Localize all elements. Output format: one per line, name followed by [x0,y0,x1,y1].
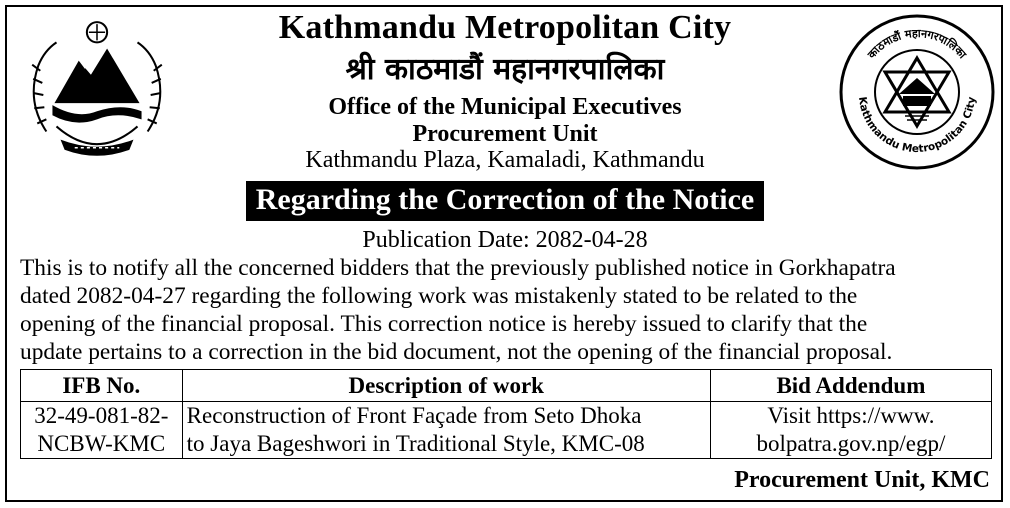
unit-name: Procurement Unit [412,121,598,147]
body-line: This is to notify all the concerned bidders that the previously published notice in Gorkhapatra [20,255,896,281]
cell-ifb-no [21,402,183,459]
notice-body [20,254,992,366]
cell-line: NCBW-KMC [37,431,166,456]
cell-line: 32-49-081-82- [34,403,169,428]
notice-heading: Regarding the Correction of the Notice [246,181,765,221]
addendum-link-line[interactable]: bolpatra.gov.np/egp/ [756,431,946,456]
publication-date: Publication Date: 2082-04-28 [362,227,648,253]
cell-description [182,402,710,459]
page-title: Kathmandu Metropolitan City [278,9,732,46]
ifb-table [20,369,992,459]
body-line: opening of the financial proposal. This correction notice is hereby issued to clarify that the [20,311,868,337]
cell-line: Reconstruction of Front Façade from Seto Dhoka [186,403,642,428]
office-address: Kathmandu Plaza, Kamaladi, Kathmandu [305,147,705,173]
title-nepali: श्री काठमाडौं महानगरपालिका [345,52,665,87]
body-line: update pertains to a correction in the bid document, not the opening of the financial proposal. [20,339,893,365]
signature: Procurement Unit, KMC [734,467,990,493]
addendum-link-line[interactable]: Visit https://www. [767,403,935,428]
body-line: dated 2082-04-27 regarding the following work was mistakenly stated to be related to the [20,283,858,309]
office-name: Office of the Municipal Executives [328,94,682,120]
table-header-row [21,370,992,402]
column-header-addendum: Bid Addendum [710,370,991,402]
column-header-description: Description of work [182,370,710,402]
cell-bid-addendum [710,402,991,459]
cell-line: to Jaya Bageshwori in Traditional Style, KMC-08 [186,431,645,456]
table-row [21,402,992,459]
seal-ring-top-text: काठमाडौं महानगरपालिका [865,26,969,62]
column-header-ifb: IFB No. [21,370,183,402]
seal-ring-bottom-text: Kathmandu Metropolitan City [855,96,978,156]
